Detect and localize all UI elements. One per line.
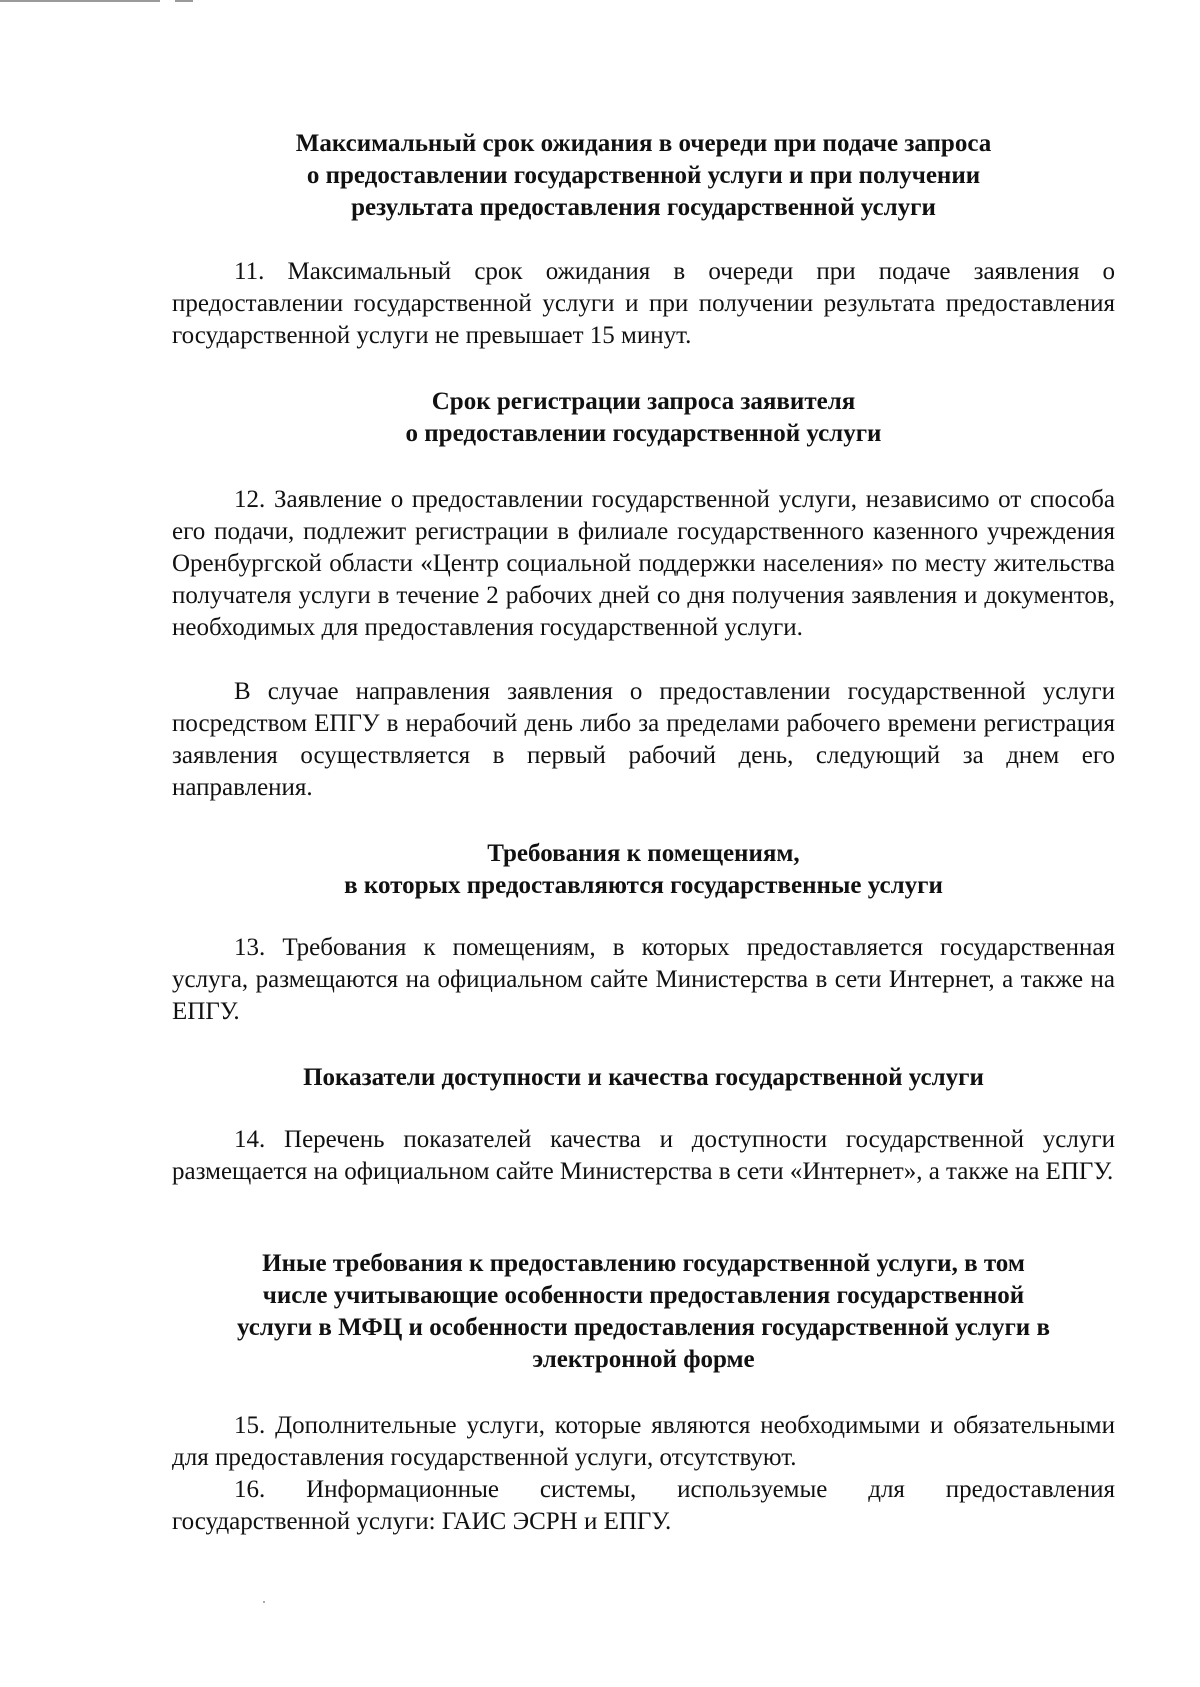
heading-line: Требования к помещениям,	[487, 840, 800, 867]
heading-line: результата предоставления государственной услуги	[351, 194, 936, 221]
heading-line: Срок регистрации запроса заявителя	[431, 388, 856, 415]
section-heading-registration-term	[172, 386, 1115, 450]
section-heading-other-requirements	[172, 1248, 1115, 1376]
scan-edge-mark	[0, 0, 160, 2]
heading-line: Показатели доступности и качества государственной услуги	[303, 1064, 984, 1091]
heading-line: услуги в МФЦ и особенности предоставления государственной услуги в	[237, 1314, 1050, 1341]
paragraph-13: 13. Требования к помещениям, в которых предоставляется государственная услуга, размещаются на официальном сайте Министерства в сети Интернет, а также на ЕПГУ.	[172, 934, 1115, 1025]
paragraph-11: 11. Максимальный срок ожидания в очереди при подаче заявления о предоставлении государственной услуги и при получении результата предоставления государственной услуги не превышает 15 минут.	[172, 258, 1115, 349]
heading-line: Максимальный срок ожидания в очереди при подаче запроса	[295, 130, 992, 157]
paragraph-12: 12. Заявление о предоставлении государственной услуги, независимо от способа его подачи, подлежит регистрации в филиале государственного казенного учреждения Оренбургской области «Центр социальной поддержки населения» по месту жительства получателя услуги в течение 2 рабочих дней со дня получения заявления и документов, необходимых для предоставления государственной услуги.	[172, 486, 1115, 641]
heading-line: числе учитывающие особенности предоставления государственной	[262, 1282, 1025, 1309]
paragraph-12-continued: В случае направления заявления о предоставлении государственной услуги посредством ЕПГУ в нерабочий день либо за пределами рабочего времени регистрация заявления осуществляется в первый рабочий день, следующий за днем его направления.	[172, 678, 1115, 801]
scan-edge-mark	[175, 0, 193, 2]
section-heading-waiting-time	[172, 128, 1115, 224]
paragraph-14: 14. Перечень показателей качества и доступности государственной услуги размещается на официальном сайте Министерства в сети «Интернет», а также на ЕПГУ.	[172, 1126, 1115, 1185]
section-heading-premises	[172, 838, 1115, 902]
scan-speck	[263, 1601, 265, 1603]
paragraph-15: 15. Дополнительные услуги, которые являются необходимыми и обязательными для предоставления государственной услуги, отсутствуют.	[172, 1412, 1115, 1471]
heading-line: в которых предоставляются государственные услуги	[344, 872, 943, 899]
section-heading-quality-indicators	[172, 1062, 1115, 1094]
heading-line: Иные требования к предоставлению государственной услуги, в том	[262, 1250, 1025, 1277]
heading-line: электронной форме	[532, 1346, 755, 1373]
heading-line: о предоставлении государственной услуги	[405, 420, 882, 447]
heading-line: о предоставлении государственной услуги и при получении	[306, 162, 981, 189]
paragraph-16: 16. Информационные системы, используемые для предоставления государственной услуги: ГАИС ЭСРН и ЕПГУ.	[172, 1476, 1115, 1535]
